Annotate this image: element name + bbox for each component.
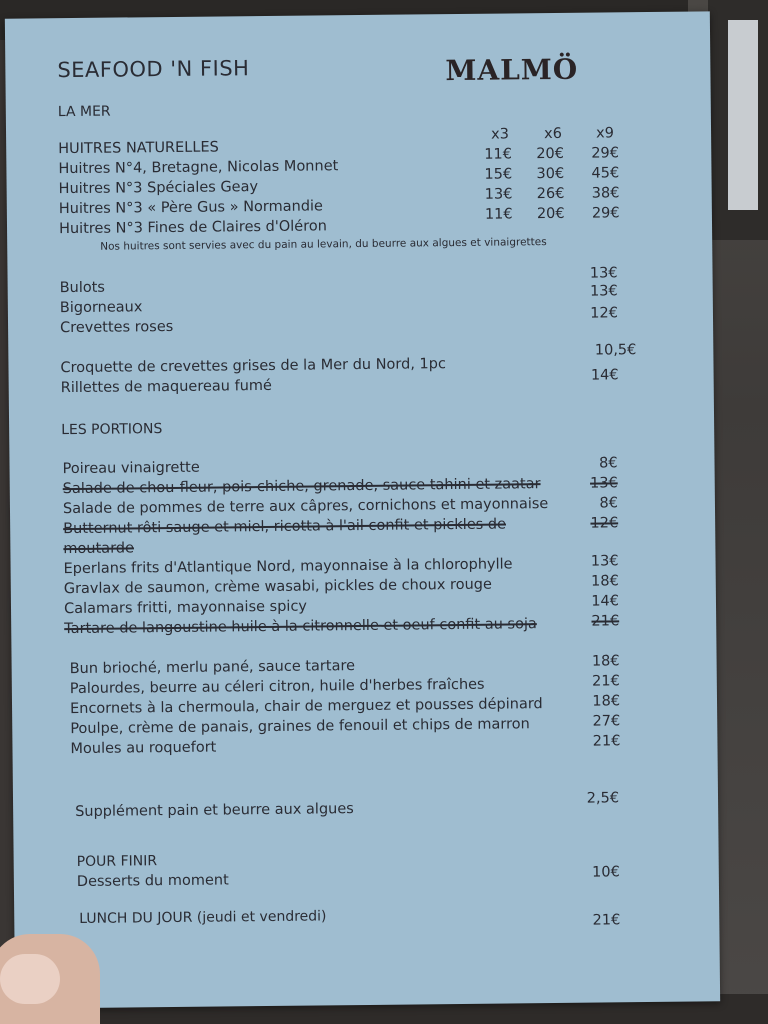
menu-price-struck: 13€ bbox=[589, 475, 618, 492]
menu-item-struck: Butternut rôti sauge et miel, ricotta à l'ail confit et pickles de bbox=[63, 516, 507, 538]
menu-item-struck: Tartare de langoustine huile à la citronnelle et oeuf confit au soja bbox=[64, 616, 537, 638]
menu-price: 21€ bbox=[592, 673, 620, 690]
menu-price: 13€ bbox=[589, 265, 618, 282]
menu-price: 13€ bbox=[589, 283, 618, 300]
holding-finger bbox=[0, 934, 100, 1024]
menu-price: 18€ bbox=[592, 693, 621, 710]
menu-card bbox=[5, 11, 720, 1008]
oyster-price: 26€ bbox=[536, 185, 565, 203]
menu-price: 18€ bbox=[590, 573, 619, 590]
menu-price: 10,5€ bbox=[594, 342, 637, 359]
oyster-item: Huitres N°3 « Père Gus » Normandie bbox=[58, 198, 324, 218]
oyster-price: 45€ bbox=[591, 165, 620, 182]
menu-item: Salade de pommes de terre aux câpres, cornichons et mayonnaise bbox=[62, 496, 549, 518]
section-portions: LES PORTIONS bbox=[61, 421, 163, 439]
menu-price: 2,5€ bbox=[586, 790, 620, 807]
menu-item: Gravlax de saumon, crème wasabi, pickles de choux rouge bbox=[63, 576, 492, 598]
oyster-price: 13€ bbox=[484, 186, 513, 203]
menu-price: 10€ bbox=[592, 864, 620, 881]
fingernail bbox=[0, 954, 60, 1004]
menu-price: 14€ bbox=[591, 593, 620, 610]
menu-title: SEAFOOD 'N FISH bbox=[57, 56, 250, 83]
oyster-price: 30€ bbox=[536, 165, 565, 183]
oyster-price: 38€ bbox=[591, 185, 620, 202]
window-light bbox=[728, 20, 758, 210]
qty-header-x6: x6 bbox=[543, 125, 562, 143]
brand-logo: MALMÖ bbox=[445, 52, 579, 88]
oyster-item: Huitres N°3 Fines de Claires d'Oléron bbox=[58, 218, 327, 238]
menu-item: Calamars fritti, mayonnaise spicy bbox=[63, 598, 308, 618]
menu-item: Rillettes de maquereau fumé bbox=[60, 377, 272, 397]
menu-price: 18€ bbox=[591, 653, 620, 670]
menu-price: 8€ bbox=[598, 455, 618, 472]
oyster-price: 29€ bbox=[591, 205, 620, 222]
menu-item: Bigorneaux bbox=[59, 299, 143, 317]
oyster-item: Huitres N°4, Bretagne, Nicolas Monnet bbox=[58, 158, 339, 178]
oyster-item: Huitres N°3 Spéciales Geay bbox=[58, 179, 259, 198]
menu-price: 21€ bbox=[592, 912, 621, 929]
oyster-price: 20€ bbox=[536, 145, 565, 163]
menu-price: 27€ bbox=[592, 713, 621, 730]
oyster-price: 11€ bbox=[484, 206, 513, 223]
qty-header-x3: x3 bbox=[490, 126, 509, 143]
menu-item: Bulots bbox=[59, 279, 106, 297]
menu-item: Palourdes, beurre au céleri citron, huile d'herbes fraîches bbox=[69, 676, 485, 698]
menu-item: Poulpe, crème de panais, graines de fenouil et chips de marron bbox=[70, 716, 530, 738]
menu-item-struck: Salade de chou-fleur, pois-chiche, grenade, sauce tahini et zaatar bbox=[62, 476, 541, 498]
menu-price: 13€ bbox=[590, 553, 619, 570]
menu-price-struck: 12€ bbox=[590, 515, 619, 532]
window-frame bbox=[708, 0, 768, 240]
oyster-price: 20€ bbox=[536, 205, 565, 223]
section-la-mer: LA MER bbox=[57, 103, 111, 121]
menu-item: Encornets à la chermoula, chair de merguez et pousses dépinard bbox=[69, 696, 543, 718]
qty-header-x9: x9 bbox=[595, 125, 614, 142]
menu-item: Moules au roquefort bbox=[70, 739, 217, 758]
menu-price: 14€ bbox=[590, 367, 619, 384]
menu-price: 8€ bbox=[599, 495, 619, 512]
menu-content bbox=[5, 11, 720, 1008]
oyster-price: 29€ bbox=[591, 145, 620, 162]
oyster-heading: HUITRES NATURELLES bbox=[58, 139, 219, 158]
menu-price: 21€ bbox=[592, 733, 621, 750]
menu-item: Bun brioché, merlu pané, sauce tartare bbox=[69, 658, 356, 678]
menu-price: 12€ bbox=[590, 305, 619, 322]
menu-item: Poireau vinaigrette bbox=[62, 459, 200, 478]
menu-item: Supplément pain et beurre aux algues bbox=[75, 801, 354, 821]
menu-item: Croquette de crevettes grises de la Mer du Nord, 1pc bbox=[60, 356, 446, 377]
oyster-price: 11€ bbox=[484, 146, 513, 163]
menu-item-struck: moutarde bbox=[63, 540, 135, 558]
menu-item: Eperlans frits d'Atlantique Nord, mayonnaise à la chlorophylle bbox=[63, 556, 513, 578]
lunch-heading: LUNCH DU JOUR (jeudi et vendredi) bbox=[79, 908, 327, 927]
menu-item: Crevettes roses bbox=[59, 318, 174, 337]
menu-item: Desserts du moment bbox=[76, 872, 229, 891]
menu-price-struck: 21€ bbox=[591, 613, 620, 630]
oyster-note: Nos huitres sont servies avec du pain au levain, du beurre aux algues et vinaigrettes bbox=[100, 236, 547, 253]
section-pour-finir: POUR FINIR bbox=[76, 853, 158, 871]
oyster-price: 15€ bbox=[484, 166, 513, 183]
